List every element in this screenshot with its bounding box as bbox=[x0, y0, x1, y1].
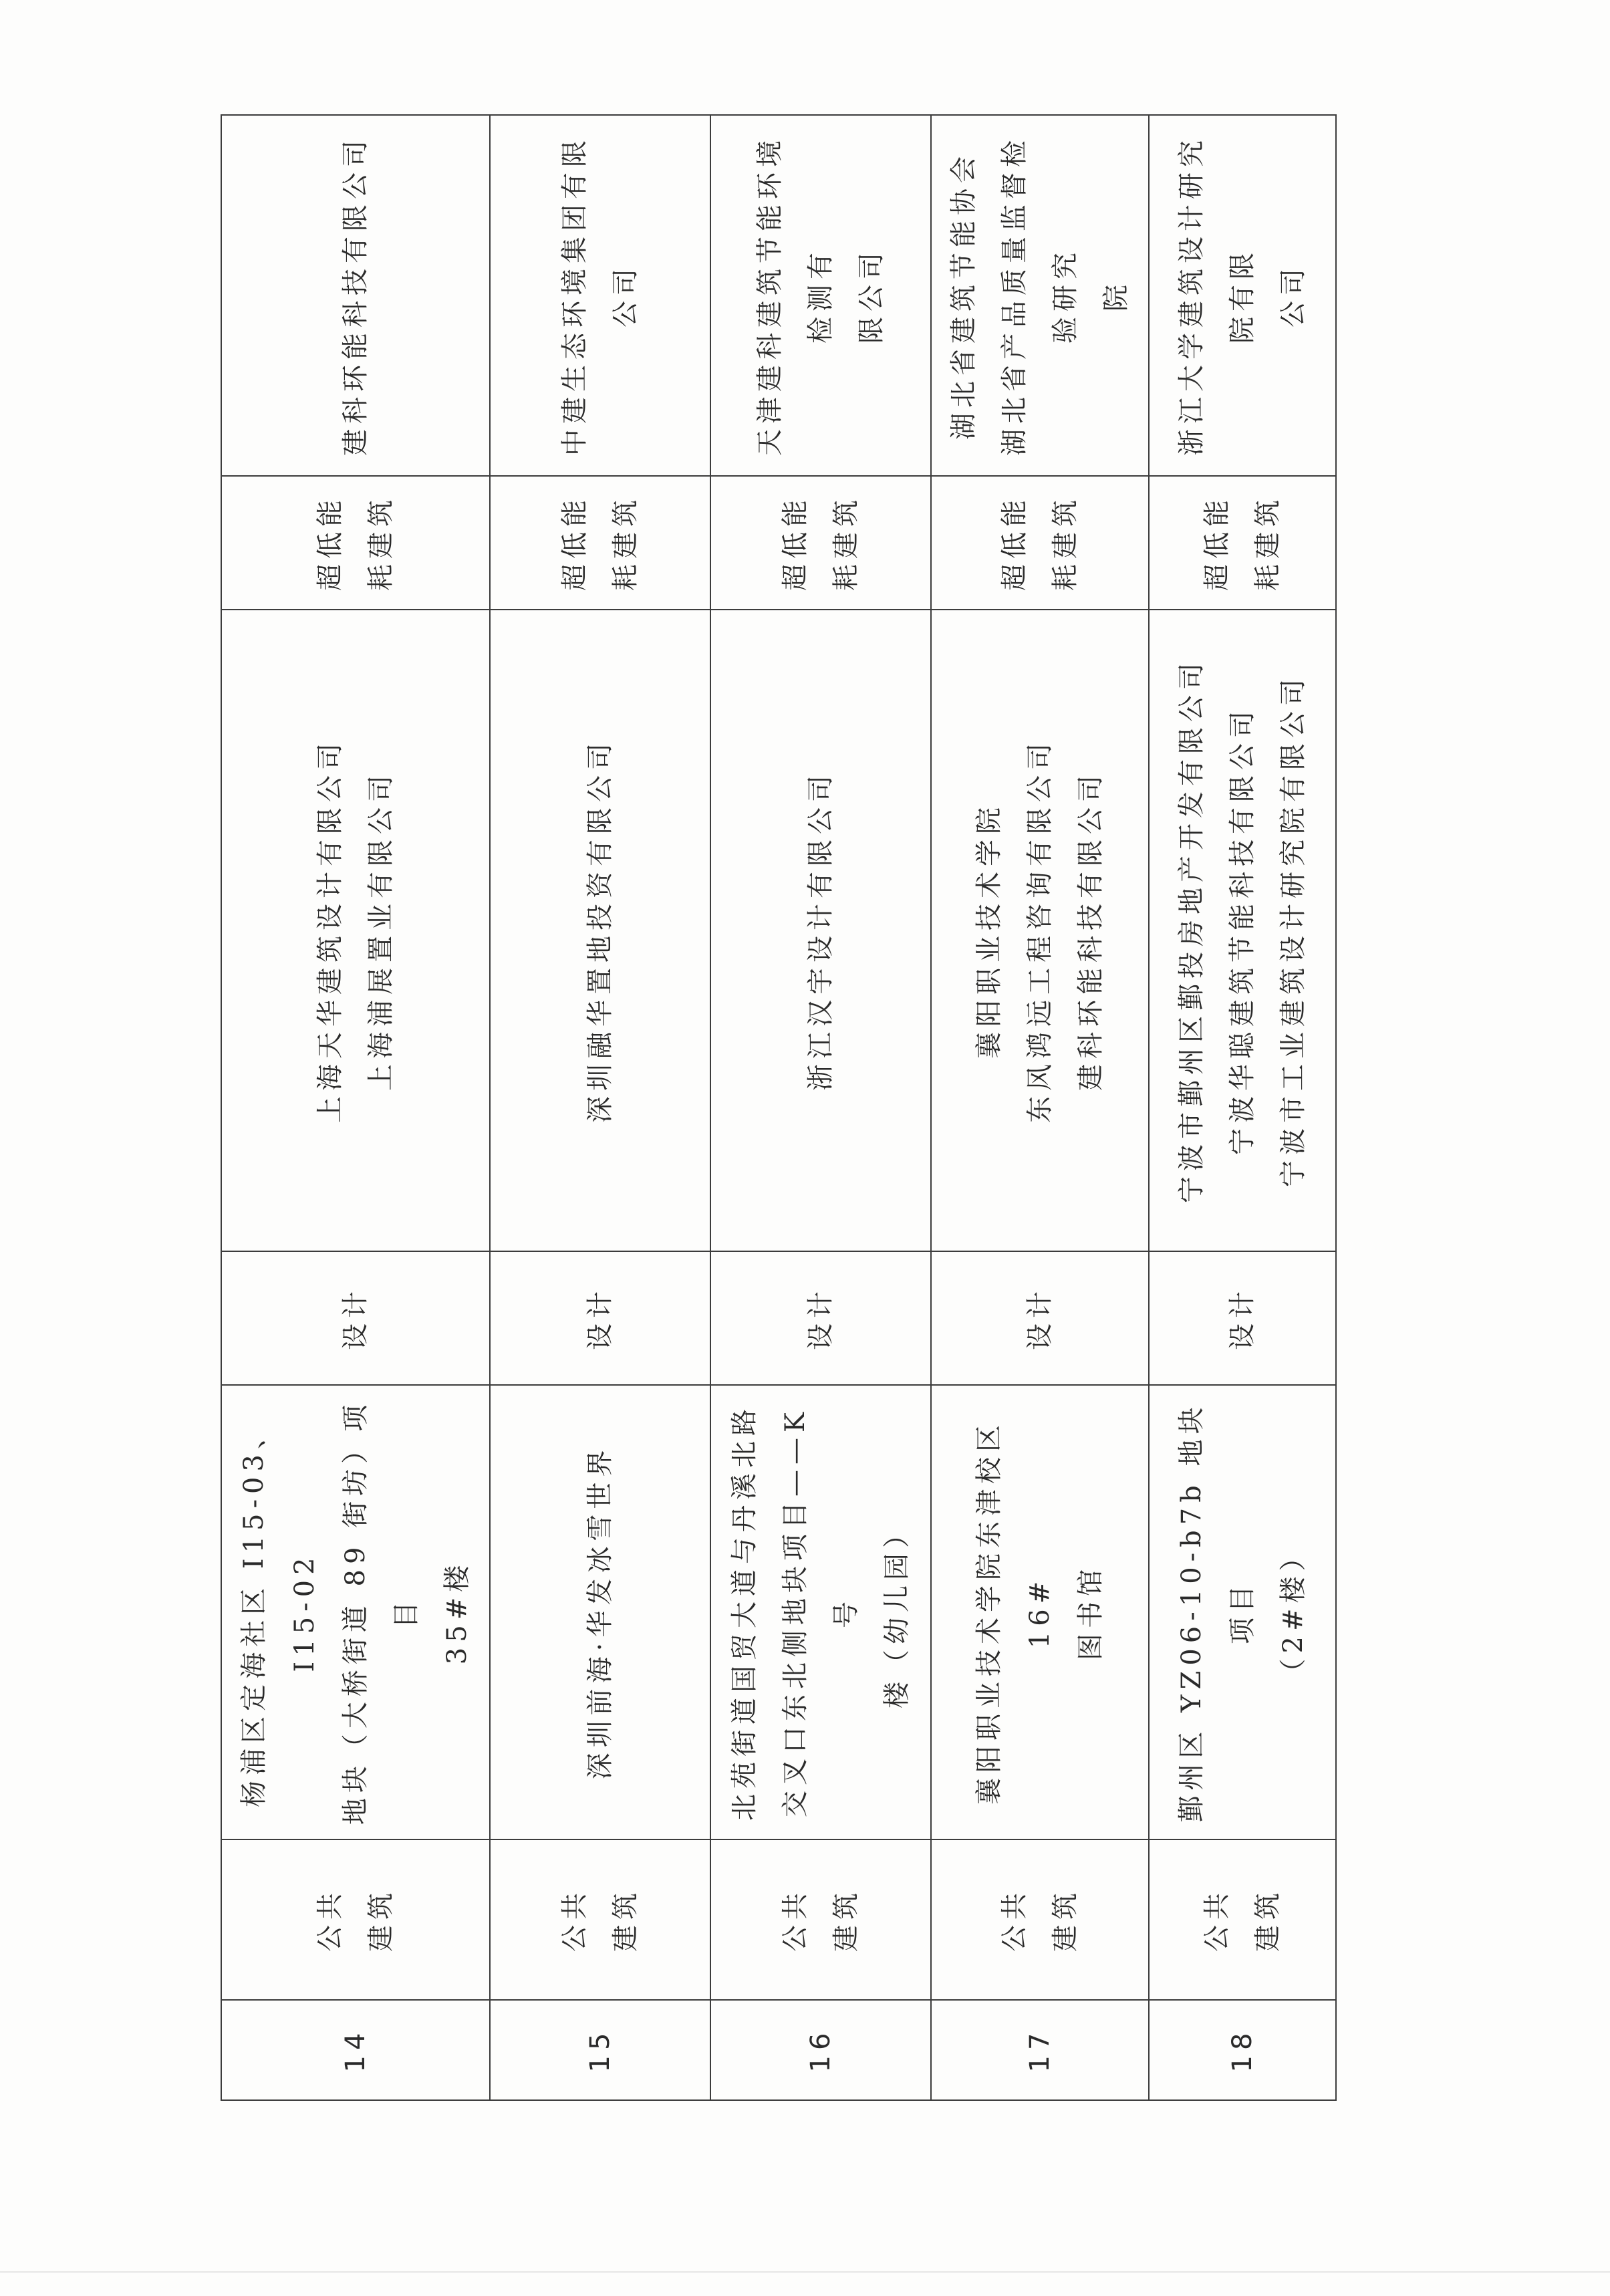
text-line: 35#楼 bbox=[442, 1559, 473, 1665]
evaluation-stage: 设计 bbox=[490, 1251, 710, 1385]
text-line: 深圳融华置地投资有限公司 bbox=[585, 738, 616, 1123]
text-line: 超低能 bbox=[559, 495, 590, 591]
text-line: 耗建筑 bbox=[610, 495, 641, 591]
text-line: 交叉口东北侧地块项目——K 号 bbox=[780, 1407, 861, 1817]
applicant-units bbox=[710, 610, 931, 1251]
building-category bbox=[710, 476, 931, 610]
text-line: 院 bbox=[1101, 279, 1131, 311]
table-row bbox=[931, 115, 1149, 2100]
building-category bbox=[490, 476, 710, 610]
text-line: 图书馆 bbox=[1075, 1564, 1106, 1660]
building-type bbox=[490, 1839, 710, 2000]
evaluation-agency bbox=[490, 115, 710, 476]
text-line: 耗建筑 bbox=[1252, 495, 1283, 591]
table-row bbox=[221, 115, 490, 2100]
evaluation-agency bbox=[710, 115, 931, 476]
text-line: 浙江大学建筑设计研究院有限 bbox=[1176, 135, 1258, 456]
evaluation-agency bbox=[1149, 115, 1336, 476]
applicant-units bbox=[931, 610, 1149, 1251]
text-line: 耗建筑 bbox=[366, 495, 396, 591]
text-line: 宁波市鄞州区鄞投房地产开发有限公司 bbox=[1176, 658, 1207, 1203]
building-category bbox=[221, 476, 490, 610]
table-row bbox=[490, 115, 710, 2100]
text-line: 建科环能科技有限公司 bbox=[1075, 770, 1106, 1091]
evaluation-agency bbox=[931, 115, 1149, 476]
table-row bbox=[710, 115, 931, 2100]
text-line: 公司 bbox=[1278, 263, 1309, 328]
applicant-units bbox=[490, 610, 710, 1251]
evaluation-stage: 设计 bbox=[1149, 1251, 1336, 1385]
project-name bbox=[1149, 1385, 1336, 1839]
text-line: 建筑 bbox=[1050, 1888, 1081, 1952]
text-line: 东风鸿远工程咨询有限公司 bbox=[1025, 738, 1055, 1123]
text-line: 宁波华聪建筑节能科技有限公司 bbox=[1227, 706, 1258, 1155]
text-line: 建筑 bbox=[610, 1888, 641, 1952]
building-type bbox=[221, 1839, 490, 2000]
text-line: 公共 bbox=[315, 1888, 346, 1952]
evaluation-stage: 设计 bbox=[710, 1251, 931, 1385]
rotated-table-wrapper bbox=[221, 116, 1309, 2101]
row-number: 14 bbox=[221, 2000, 490, 2100]
row-number: 17 bbox=[931, 2000, 1149, 2100]
evaluation-stage: 设计 bbox=[931, 1251, 1149, 1385]
project-list-table bbox=[221, 114, 1337, 2101]
text-line: 襄阳职业技术学院 bbox=[974, 802, 1004, 1059]
building-type bbox=[710, 1839, 931, 2000]
text-line: 地块（大桥街道 89 街坊）项目 bbox=[340, 1399, 422, 1825]
project-name bbox=[221, 1385, 490, 1839]
text-line: 湖北省产品质量监督检验研究 bbox=[999, 135, 1081, 456]
text-line: 公共 bbox=[559, 1888, 590, 1952]
text-line: 杨浦区定海社区 I15-03、I15-02 bbox=[239, 1417, 320, 1807]
text-line: 超低能 bbox=[999, 495, 1030, 591]
row-number: 16 bbox=[710, 2000, 931, 2100]
building-category bbox=[931, 476, 1149, 610]
text-line: 超低能 bbox=[1202, 495, 1232, 591]
text-line: 超低能 bbox=[315, 495, 346, 591]
table-row bbox=[1149, 115, 1336, 2100]
text-line: 浙江汉宇设计有限公司 bbox=[805, 770, 836, 1091]
text-line: 耗建筑 bbox=[1050, 495, 1081, 591]
applicant-units bbox=[221, 610, 490, 1251]
text-line: 楼（幼儿园） bbox=[882, 1516, 912, 1708]
text-line: 建筑 bbox=[1252, 1888, 1283, 1952]
text-line: 上海浦展置业有限公司 bbox=[366, 770, 396, 1091]
text-line: 公共 bbox=[1202, 1888, 1232, 1952]
text-line: 建筑 bbox=[831, 1888, 861, 1952]
row-number: 18 bbox=[1149, 2000, 1336, 2100]
evaluation-stage: 设计 bbox=[221, 1251, 490, 1385]
text-line: 上海天华建筑设计有限公司 bbox=[315, 738, 346, 1123]
text-line: 鄞州区 YZ06-10-b7b 地块项目 bbox=[1176, 1402, 1258, 1823]
text-line: 湖北省建筑节能协会 bbox=[948, 151, 979, 440]
text-line: 公共 bbox=[780, 1888, 811, 1952]
project-name bbox=[931, 1385, 1149, 1839]
text-line: 中建生态环境集团有限公司 bbox=[559, 135, 641, 456]
scan-edge-line bbox=[0, 2271, 1610, 2273]
text-line: 建筑 bbox=[366, 1888, 396, 1952]
building-category bbox=[1149, 476, 1336, 610]
building-type bbox=[1149, 1839, 1336, 2000]
text-line: 耗建筑 bbox=[831, 495, 861, 591]
text-line: 限公司 bbox=[856, 247, 887, 344]
project-name bbox=[710, 1385, 931, 1839]
text-line: 北苑街道国贸大道与丹溪北路 bbox=[729, 1404, 760, 1821]
text-line: 超低能 bbox=[780, 495, 811, 591]
row-number: 15 bbox=[490, 2000, 710, 2100]
text-line: 宁波市工业建筑设计研究院有限公司 bbox=[1278, 674, 1309, 1187]
text-line: 深圳前海·华发冰雪世界 bbox=[585, 1444, 616, 1780]
text-line: 公共 bbox=[999, 1888, 1030, 1952]
applicant-units bbox=[1149, 610, 1336, 1251]
building-type bbox=[931, 1839, 1149, 2000]
text-line: 天津建科建筑节能环境检测有 bbox=[755, 135, 836, 456]
evaluation-agency bbox=[221, 115, 490, 476]
project-name bbox=[490, 1385, 710, 1839]
text-line: 襄阳职业技术学院东津校区 16# bbox=[974, 1420, 1055, 1805]
text-line: （2#楼） bbox=[1278, 1539, 1309, 1686]
text-line: 建科环能科技有限公司 bbox=[340, 135, 371, 456]
